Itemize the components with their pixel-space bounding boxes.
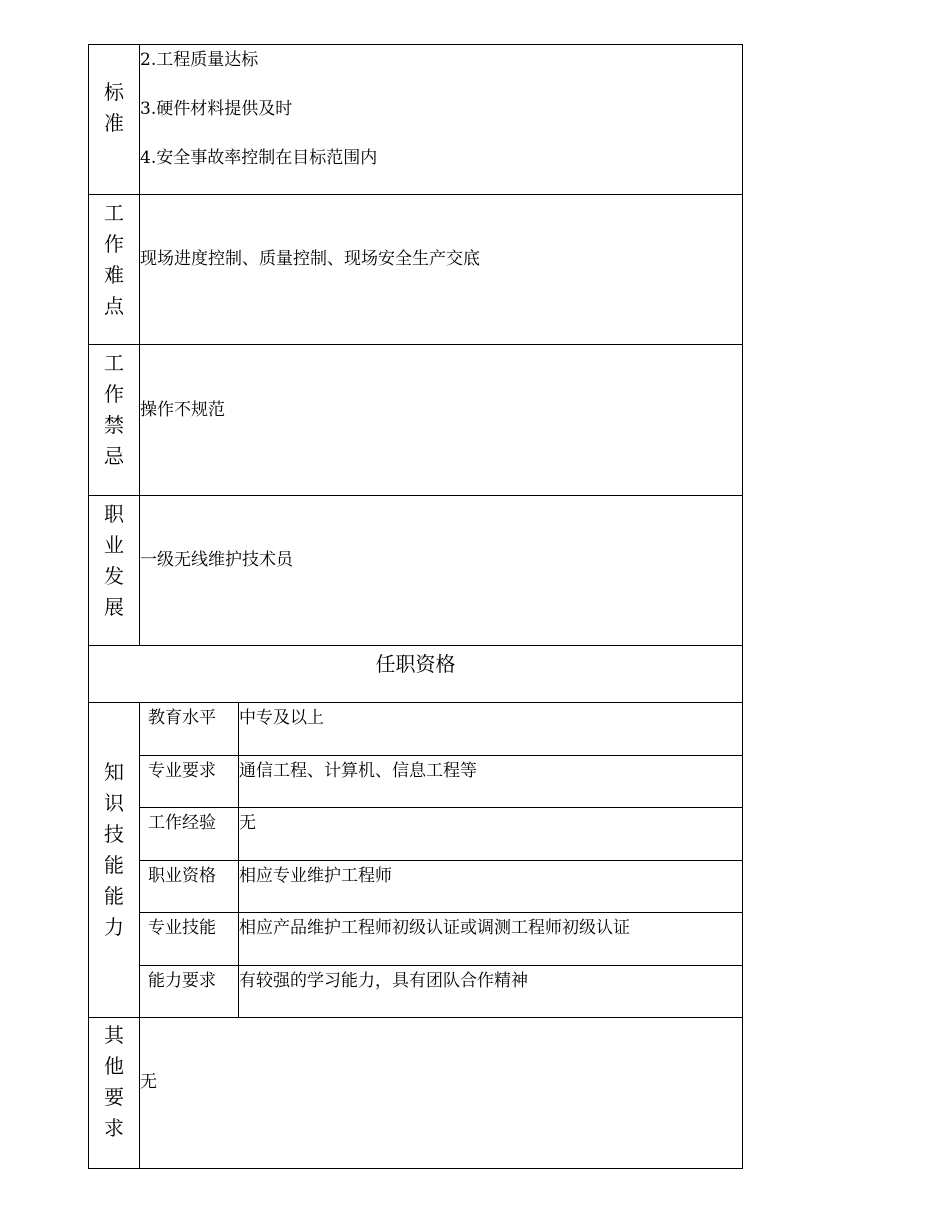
- qualification-title: 任职资格: [375, 652, 456, 676]
- job-table: [88, 44, 743, 1169]
- standard-line: 2.工程质量达标: [140, 50, 259, 70]
- row-divider: [88, 495, 743, 496]
- label-char: 展: [104, 595, 124, 619]
- label-char: 作: [104, 232, 124, 256]
- taboo-text: 操作不规范: [140, 400, 225, 420]
- requirement-key: 专业技能: [148, 918, 216, 938]
- row-divider: [139, 912, 743, 913]
- label-char: 力: [104, 915, 124, 939]
- column-divider: [139, 702, 140, 1169]
- label-char: 忌: [104, 444, 124, 468]
- row-divider: [88, 645, 743, 646]
- label-char: 识: [104, 791, 124, 815]
- career-text: 一级无线维护技术员: [140, 550, 293, 570]
- label-char: 工: [104, 351, 124, 375]
- standard-label: [89, 77, 139, 139]
- standard-line: 4.安全事故率控制在目标范围内: [140, 148, 378, 168]
- label-char: 准: [104, 111, 124, 135]
- taboo-label: [89, 348, 139, 472]
- label-char: 业: [104, 533, 124, 557]
- requirement-key: 专业要求: [148, 761, 216, 781]
- label-char: 标: [104, 80, 124, 104]
- label-char: 点: [104, 294, 124, 318]
- row-divider: [139, 755, 743, 756]
- label-char: 工: [104, 201, 124, 225]
- requirement-key: 工作经验: [148, 813, 216, 833]
- requirement-value: 中专及以上: [239, 708, 324, 728]
- label-char: 求: [104, 1116, 124, 1140]
- requirement-value: 相应产品维护工程师初级认证或调测工程师初级认证: [239, 918, 630, 938]
- requirement-key: 能力要求: [148, 971, 216, 991]
- row-divider: [139, 807, 743, 808]
- other-text: 无: [140, 1072, 157, 1092]
- label-char: 能: [104, 853, 124, 877]
- label-char: 技: [104, 822, 124, 846]
- career-label: [89, 499, 139, 623]
- label-char: 职: [104, 502, 124, 526]
- row-divider: [139, 860, 743, 861]
- label-char: 要: [104, 1085, 124, 1109]
- label-char: 能: [104, 884, 124, 908]
- label-char: 他: [104, 1054, 124, 1078]
- row-divider: [88, 1017, 743, 1018]
- label-char: 其: [104, 1023, 124, 1047]
- requirement-value: 通信工程、计算机、信息工程等: [239, 761, 477, 781]
- other-label: [89, 1020, 139, 1144]
- row-divider: [88, 194, 743, 195]
- difficulty-text: 现场进度控制、质量控制、现场安全生产交底: [140, 249, 480, 269]
- row-divider: [88, 344, 743, 345]
- label-char: 作: [104, 382, 124, 406]
- standard-line: 3.硬件材料提供及时: [140, 99, 293, 119]
- label-char: 禁: [104, 413, 124, 437]
- row-divider: [139, 965, 743, 966]
- requirement-value: 有较强的学习能力，具有团队合作精神: [239, 971, 528, 991]
- row-divider: [88, 702, 743, 703]
- label-char: 发: [104, 564, 124, 588]
- requirement-key: 教育水平: [148, 708, 216, 728]
- label-char: 难: [104, 263, 124, 287]
- knowledge-label: [89, 757, 139, 943]
- difficulty-label: [89, 198, 139, 322]
- column-divider: [238, 702, 239, 1017]
- requirement-key: 职业资格: [148, 866, 216, 886]
- label-char: 知: [104, 760, 124, 784]
- requirement-value: 无: [239, 813, 256, 833]
- requirement-value: 相应专业维护工程师: [239, 866, 392, 886]
